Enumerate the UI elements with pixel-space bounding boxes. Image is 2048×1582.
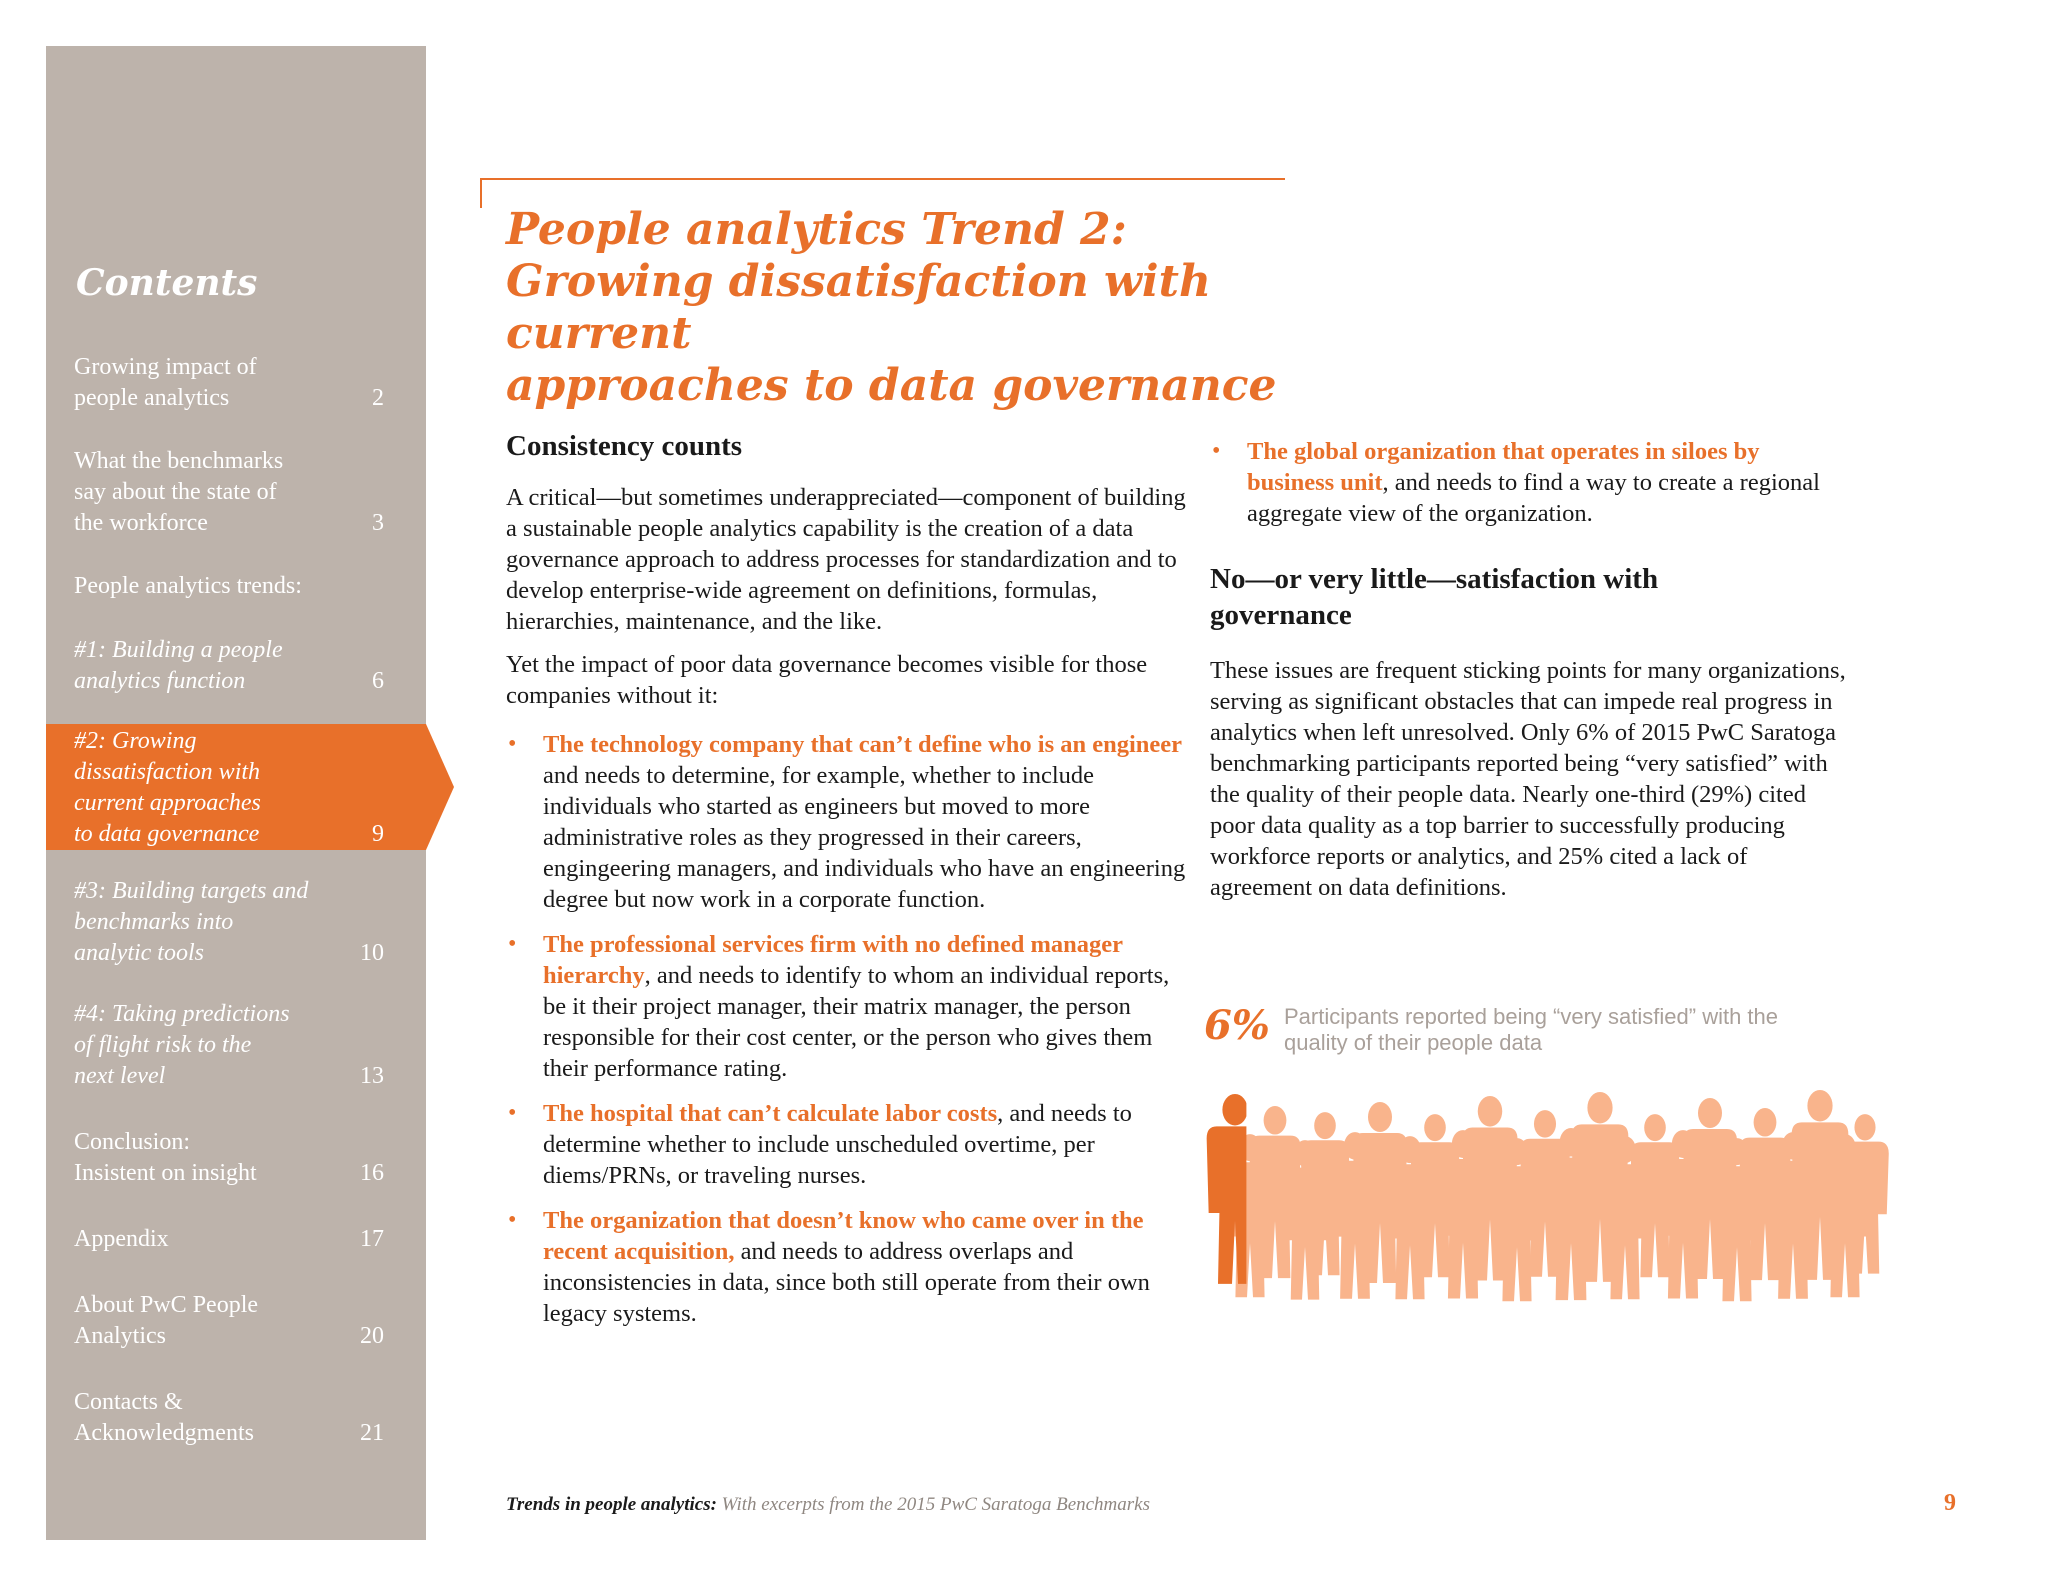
toc-item-page: 16 — [360, 1160, 384, 1186]
crowd-silhouettes — [1226, 1090, 1889, 1301]
list-item-text: and needs to determine, for example, whether to include individuals who started as engineers but moved to more administrative roles as they progressed in their careers, engingeering managers, and individuals who have an engineering degree but now work in a corporate function. — [543, 762, 1186, 913]
list-item-highlight: The organization that doesn’t know who came over in the recent acquisition, — [543, 1207, 1144, 1265]
toc-item-label: #4: Taking predictions of flight risk to the next level — [74, 1001, 290, 1089]
page-title-line: People analytics Trend 2: — [506, 204, 1127, 255]
list-item-highlight: The technology company that can’t define who is an engineer — [543, 731, 1183, 758]
example-list-continued — [1210, 436, 1850, 529]
toc-item-conclusion[interactable] — [74, 1127, 384, 1189]
toc-item-appendix[interactable] — [74, 1224, 384, 1255]
paragraph: Yet the impact of poor data governance becomes visible for those companies without it: — [506, 651, 1148, 709]
toc-item-label: What the benchmarks say about the state of the workforce — [74, 448, 284, 536]
footer-publication-title: Trends in people analytics: — [506, 1494, 717, 1515]
toc-item-label: Conclusion: Insistent on insight — [74, 1129, 257, 1186]
footer — [506, 1494, 1150, 1516]
page-title — [506, 204, 1406, 412]
list-item — [506, 729, 1186, 915]
toc-item-about[interactable] — [74, 1290, 384, 1352]
section-heading-satisfaction: No—or very little—satisfaction with governance — [1210, 563, 1659, 631]
toc-item-benchmarks[interactable] — [74, 446, 384, 539]
toc-item-label: #3: Building targets and benchmarks into analytic tools — [74, 878, 309, 966]
list-item — [506, 929, 1186, 1084]
right-column — [1210, 436, 1850, 903]
page-number: 9 — [1944, 1490, 1956, 1516]
page-title-line: approaches to data governance — [506, 360, 1277, 411]
toc-item-trend-4[interactable] — [74, 999, 384, 1092]
toc-active-arrow-icon — [426, 724, 454, 850]
toc-item-label: #1: Building a people analytics function — [74, 637, 283, 694]
list-item-highlight: The global organization that operates in siloes by business unit — [1247, 438, 1760, 496]
footer-subtitle: With excerpts from the 2015 PwC Saratoga Benchmarks — [716, 1494, 1150, 1515]
toc-item-trend-3[interactable] — [74, 876, 384, 969]
contents-title: Contents — [76, 262, 258, 304]
paragraph: These issues are frequent sticking points for many organizations, serving as significant obstacles that can impede real progress in analytics when left unresolved. Only 6% of 2015 PwC Saratoga benchmarking participants reported being “very satisfied” with the quality of their people data. Nearly one-third (29%) cited poor data quality as a top barrier to successfully producing workforce reports or analytics, and 25% cited a lack of agreement on data definitions. — [1210, 657, 1846, 901]
people-crowd-illustration — [1205, 1085, 1895, 1325]
toc-item-label: Growing impact of people analytics — [74, 354, 257, 411]
toc-item-contacts[interactable] — [74, 1387, 384, 1449]
toc-item-label: Appendix — [74, 1226, 169, 1252]
toc-item-page: 10 — [360, 940, 384, 966]
list-item-text: , and needs to find a way to create a regional aggregate view of the organization. — [1247, 469, 1820, 527]
left-column — [506, 428, 1186, 1343]
toc-item-label: About PwC People Analytics — [74, 1292, 259, 1349]
list-item-highlight: The professional services firm with no defined manager hierarchy — [543, 931, 1123, 989]
toc-item-trends-heading — [74, 571, 384, 602]
section-heading-consistency: Consistency counts — [506, 430, 743, 462]
stat-value: 6% — [1204, 1002, 1270, 1049]
title-rule-tick — [480, 178, 482, 208]
toc-item-page: 13 — [360, 1063, 384, 1089]
toc-item-page: 9 — [372, 821, 384, 847]
title-rule — [480, 178, 1285, 180]
toc-item-page: 20 — [360, 1323, 384, 1349]
list-item-text: , and needs to determine whether to include unscheduled overtime, per diems/PRNs, or traveling nurses. — [543, 1100, 1132, 1189]
toc-item-trend-2-active[interactable] — [74, 726, 384, 850]
toc-item-page: 6 — [372, 668, 384, 694]
toc-item-label: #2: Growing dissatisfaction with current approaches to data governance — [74, 728, 261, 847]
toc-item-trend-1[interactable] — [74, 635, 384, 697]
toc-item-page: 21 — [360, 1420, 384, 1446]
toc-item-label: Contacts & Acknowledgments — [74, 1389, 254, 1446]
toc-item-growing-impact[interactable] — [74, 352, 384, 414]
toc-item-page: 2 — [372, 385, 384, 411]
list-item — [506, 1098, 1186, 1191]
contents-sidebar — [46, 46, 426, 1540]
stat-label: Participants reported being “very satisfied” with the quality of their people data — [1284, 1004, 1779, 1055]
list-item-text: and needs to address overlaps and inconsistencies in data, since both still operate from their own legacy systems. — [543, 1238, 1150, 1327]
page-title-line: Growing dissatisfaction with current — [506, 256, 1211, 359]
example-list — [506, 729, 1186, 1329]
list-item — [506, 1205, 1186, 1329]
toc-item-page: 17 — [360, 1226, 384, 1252]
list-item — [1210, 436, 1850, 529]
list-item-highlight: The hospital that can’t calculate labor costs — [543, 1100, 998, 1127]
toc-item-label: People analytics trends: — [74, 573, 302, 599]
list-item-text: , and needs to identify to whom an individual reports, be it their project manager, their matrix manager, the person responsible for their cost center, or the person who gives them their performance rating. — [543, 962, 1170, 1082]
toc-item-page: 3 — [372, 510, 384, 536]
paragraph: A critical—but sometimes underappreciated—component of building a sustainable people analytics capability is the creation of a data governance approach to address processes for standardization and to develop enterprise-wide agreement on definitions, formulas, hierarchies, maintenance, and the like. — [506, 484, 1186, 635]
